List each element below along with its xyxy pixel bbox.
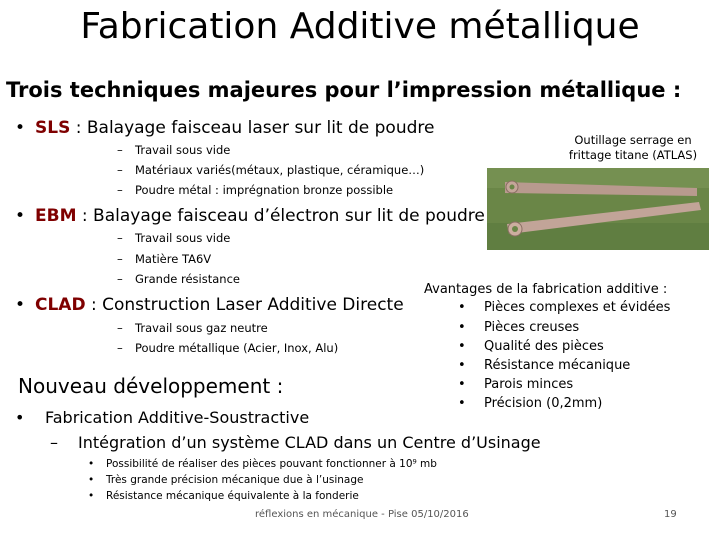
footer-text: réflexions en mécanique - Pise 05/10/2016 bbox=[255, 509, 469, 520]
technique-desc: : Construction Laser Additive Directe bbox=[85, 295, 404, 315]
nouveau-item: • Résistance mécanique équivalente à la fonderie bbox=[88, 490, 359, 502]
advantage-item: • Pièces complexes et évidées bbox=[458, 300, 671, 315]
bullet-marker: • bbox=[15, 118, 26, 138]
sub-item: – Poudre métal : imprégnation bronze possible bbox=[117, 183, 394, 197]
slide-subtitle: Trois techniques majeures pour l’impression métallique : bbox=[6, 78, 682, 102]
page-number: 19 bbox=[664, 509, 677, 520]
advantage-item: • Qualité des pièces bbox=[458, 339, 604, 354]
nouveau-sub: – Intégration d’un système CLAD dans un Centre d’Usinage bbox=[50, 433, 541, 452]
sub-item: – Poudre métallique (Acier, Inox, Alu) bbox=[117, 341, 339, 355]
bullet-marker: • bbox=[15, 206, 26, 226]
sub-item: – Matériaux variés(métaux, plastique, céramique…) bbox=[117, 163, 425, 177]
nouveau-item: • Possibilité de réaliser des pièces pouvant fonctionner à 10⁹ mb bbox=[88, 458, 437, 470]
sub-item: – Travail sous gaz neutre bbox=[117, 321, 268, 335]
advantage-item: • Parois minces bbox=[458, 377, 574, 392]
sub-item: – Matière TA6V bbox=[117, 252, 212, 266]
technique-sls bbox=[15, 118, 434, 138]
nouveau-bullet: • Fabrication Additive-Soustractive bbox=[15, 408, 310, 427]
technique-desc: : Balayage faisceau d’électron sur lit de poudre bbox=[76, 206, 485, 226]
advantages-title: Avantages de la fabrication additive : bbox=[424, 282, 668, 297]
nouveau-item: • Très grande précision mécanique due à l’usinage bbox=[88, 474, 364, 486]
technique-abbr: EBM bbox=[35, 206, 77, 226]
technique-desc: : Balayage faisceau laser sur lit de poudre bbox=[70, 118, 435, 138]
section-heading: Nouveau développement : bbox=[18, 374, 284, 398]
technique-abbr: CLAD bbox=[35, 295, 86, 315]
technique-clad bbox=[15, 295, 404, 315]
advantage-item: • Résistance mécanique bbox=[458, 358, 631, 373]
slide-title: Fabrication Additive métallique bbox=[80, 6, 640, 47]
tooling-photo bbox=[487, 168, 709, 250]
sub-item: – Travail sous vide bbox=[117, 143, 231, 157]
bullet-marker: • bbox=[15, 295, 26, 315]
technique-abbr: SLS bbox=[35, 118, 71, 138]
sub-item: – Travail sous vide bbox=[117, 231, 231, 245]
sub-item: – Grande résistance bbox=[117, 272, 240, 286]
advantage-item: • Pièces creuses bbox=[458, 320, 580, 335]
photo-caption: Outillage serrage en frittage titane (ATLAS) bbox=[568, 133, 698, 162]
advantage-item: • Précision (0,2mm) bbox=[458, 396, 603, 411]
technique-ebm bbox=[15, 206, 485, 226]
